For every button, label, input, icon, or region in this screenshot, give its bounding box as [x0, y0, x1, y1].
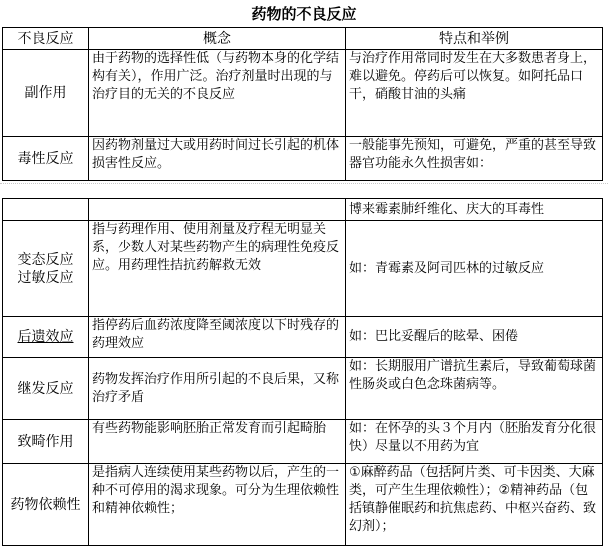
reaction-name: 后遗效应 [3, 317, 89, 358]
adverse-reaction-table-top [2, 27, 603, 181]
table-row [3, 199, 603, 221]
reaction-name: 继发反应 [3, 358, 89, 420]
reaction-feature: 如：巴比妥醒后的眩晕、困倦 [346, 317, 603, 358]
reaction-feature: ①麻醉药品（包括阿片类、可卡因类、大麻类，可产生生理依赖性）；②精神药品（包括镇静催眠药和抗焦虑药、中枢兴奋药、致幻剂）； [346, 464, 603, 546]
reaction-concept: 由于药物的选择性低（与药物本身的化学结构有关），作用广泛。治疗剂量时出现的与治疗目的无关的不良反应 [89, 50, 346, 137]
table-row [3, 317, 603, 358]
table-row [3, 464, 603, 546]
reaction-name: 药物依赖性 [3, 464, 89, 546]
reaction-concept: 有些药物能影响胚胎正常发育而引起畸胎 [89, 420, 346, 464]
continuation-empty-cell [3, 199, 89, 221]
reaction-name: 致畸作用 [3, 420, 89, 464]
reaction-concept: 指与药理作用、使用剂量及疗程无明显关系，少数人对某些药物产生的病理性免疫反应。用药理性拮抗药解救无效 [89, 221, 346, 317]
adverse-reaction-table-bottom [2, 198, 603, 546]
reaction-name: 副作用 [3, 50, 89, 137]
reaction-concept: 是指病人连续使用某些药物以后，产生的一种不可停用的渴求现象。可分为生理依赖性和精神依赖性； [89, 464, 346, 546]
table-row [3, 221, 603, 317]
table-header-row [3, 28, 603, 50]
page-title: 药物的不良反应 [251, 5, 357, 23]
reaction-feature: 如：长期服用广谱抗生素后，导致葡萄球菌性肠炎或白色念珠菌病等。 [346, 358, 603, 420]
header-concept: 概念 [89, 28, 346, 50]
continuation-empty-cell [89, 199, 346, 221]
header-reaction: 不良反应 [3, 28, 89, 50]
reaction-concept: 药物发挥治疗作用所引起的不良后果，又称治疗矛盾 [89, 358, 346, 420]
reaction-feature: 一般能事先预知，可避免，严重的甚至导致器官功能永久性损害如： [346, 137, 603, 181]
header-feature: 特点和举例 [346, 28, 603, 50]
continuation-feature: 博来霉素肺纤维化、庆大的耳毒性 [346, 199, 603, 221]
table-row [3, 50, 603, 137]
reaction-feature: 如：青霉素及阿司匹林的过敏反应 [346, 221, 603, 317]
reaction-concept: 因药物剂量过大或用药时间过长引起的机体损害性反应。 [89, 137, 346, 181]
reaction-feature: 如：在怀孕的头３个月内（胚胎发育分化很快）尽量以不用药为宜 [346, 420, 603, 464]
reaction-name: 变态反应 过敏反应 [3, 221, 89, 317]
table-row [3, 358, 603, 420]
reaction-concept: 指停药后血药浓度降至阈浓度以下时残存的药理效应 [89, 317, 346, 358]
table-row [3, 137, 603, 181]
reaction-name: 毒性反应 [3, 137, 89, 181]
reaction-feature: 与治疗作用常同时发生在大多数患者身上，难以避免。停药后可以恢复。如阿托品口干，硝酸甘油的头痛 [346, 50, 603, 137]
table-row [3, 420, 603, 464]
page-break-divider [0, 183, 608, 196]
